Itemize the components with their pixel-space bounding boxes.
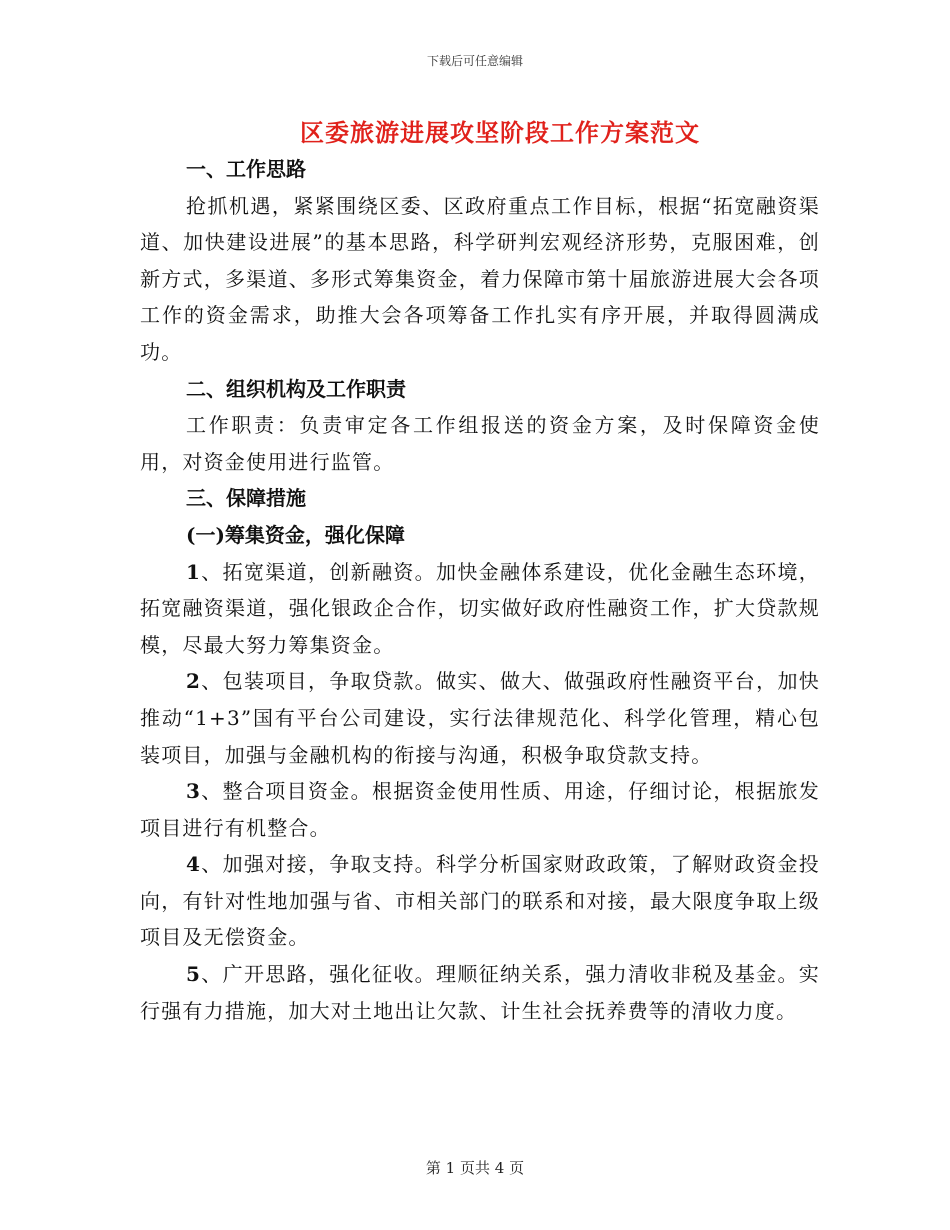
measure-number: 5 (186, 962, 202, 987)
measure-number: 4 (186, 852, 202, 877)
page-number-footer: 第 1 页共 4 页 (425, 1159, 525, 1177)
section-heading-1: 一、工作思路 (186, 157, 306, 181)
section-heading-2: 二、组织机构及工作职责 (186, 376, 406, 401)
measure-item (140, 846, 820, 956)
measure-text: 、整合项目资金。根据资金使用性质、用途，仔细讨论，根据旅发项目进行有机整合。 (140, 779, 820, 840)
page-header-note: 下载后可任意编辑 (426, 54, 523, 68)
measure-number: 3 (186, 779, 202, 804)
measure-text: 、广开思路，强化征收。理顺征纳关系，强力清收非税及基金。实行强有力措施，加大对土地出让欠款、计生社会抚养费等的清收力度。 (140, 962, 820, 1023)
measure-text: 、加强对接，争取支持。科学分析国家财政政策，了解财政资金投向，有针对性地加强与省、市相关部门的联系和对接，最大限度争取上级项目及无偿资金。 (140, 852, 820, 950)
section-paragraph-1: 抢抓机遇，紧紧围绕区委、区政府重点工作目标，根据“拓宽融资渠道、加快建设进展”的基本思路，科学研判宏观经济形势，克服困难，创新方式，多渠道、多形式筹集资金，着力保障市第十届旅游进展大会各项工作的资金需求，助推大会各项筹备工作扎实有序开展，并取得圆满成功。 (140, 193, 820, 364)
measure-number: 1 (186, 559, 202, 584)
measure-text: 、拓宽渠道，创新融资。加快金融体系建设，优化金融生态环境，拓宽融资渠道，强化银政企合作，切实做好政府性融资工作，扩大贷款规模，尽最大努力筹集资金。 (140, 559, 820, 657)
subsection-heading-1: (一)筹集资金，强化保障 (186, 522, 405, 547)
measure-item (140, 956, 820, 1029)
document-body (140, 151, 820, 1029)
document-title: 区委旅游进展攻坚阶段工作方案范文 (300, 118, 700, 147)
measure-text: 、包装项目，争取贷款。做实、做大、做强政府性融资平台，加快推动“1+3”国有平台公司建设，实行法律规范化、科学化管理，精心包装项目，加强与金融机构的衔接与沟通，积极争取贷款支持。 (140, 669, 820, 767)
measure-item (140, 554, 820, 664)
section-heading-3: 三、保障措施 (186, 486, 306, 511)
measure-number: 2 (186, 669, 202, 694)
measure-item (140, 773, 820, 846)
measure-item (140, 663, 820, 773)
section-paragraph-2: 工作职责：负责审定各工作组报送的资金方案，及时保障资金使用，对资金使用进行监管。 (140, 413, 820, 474)
